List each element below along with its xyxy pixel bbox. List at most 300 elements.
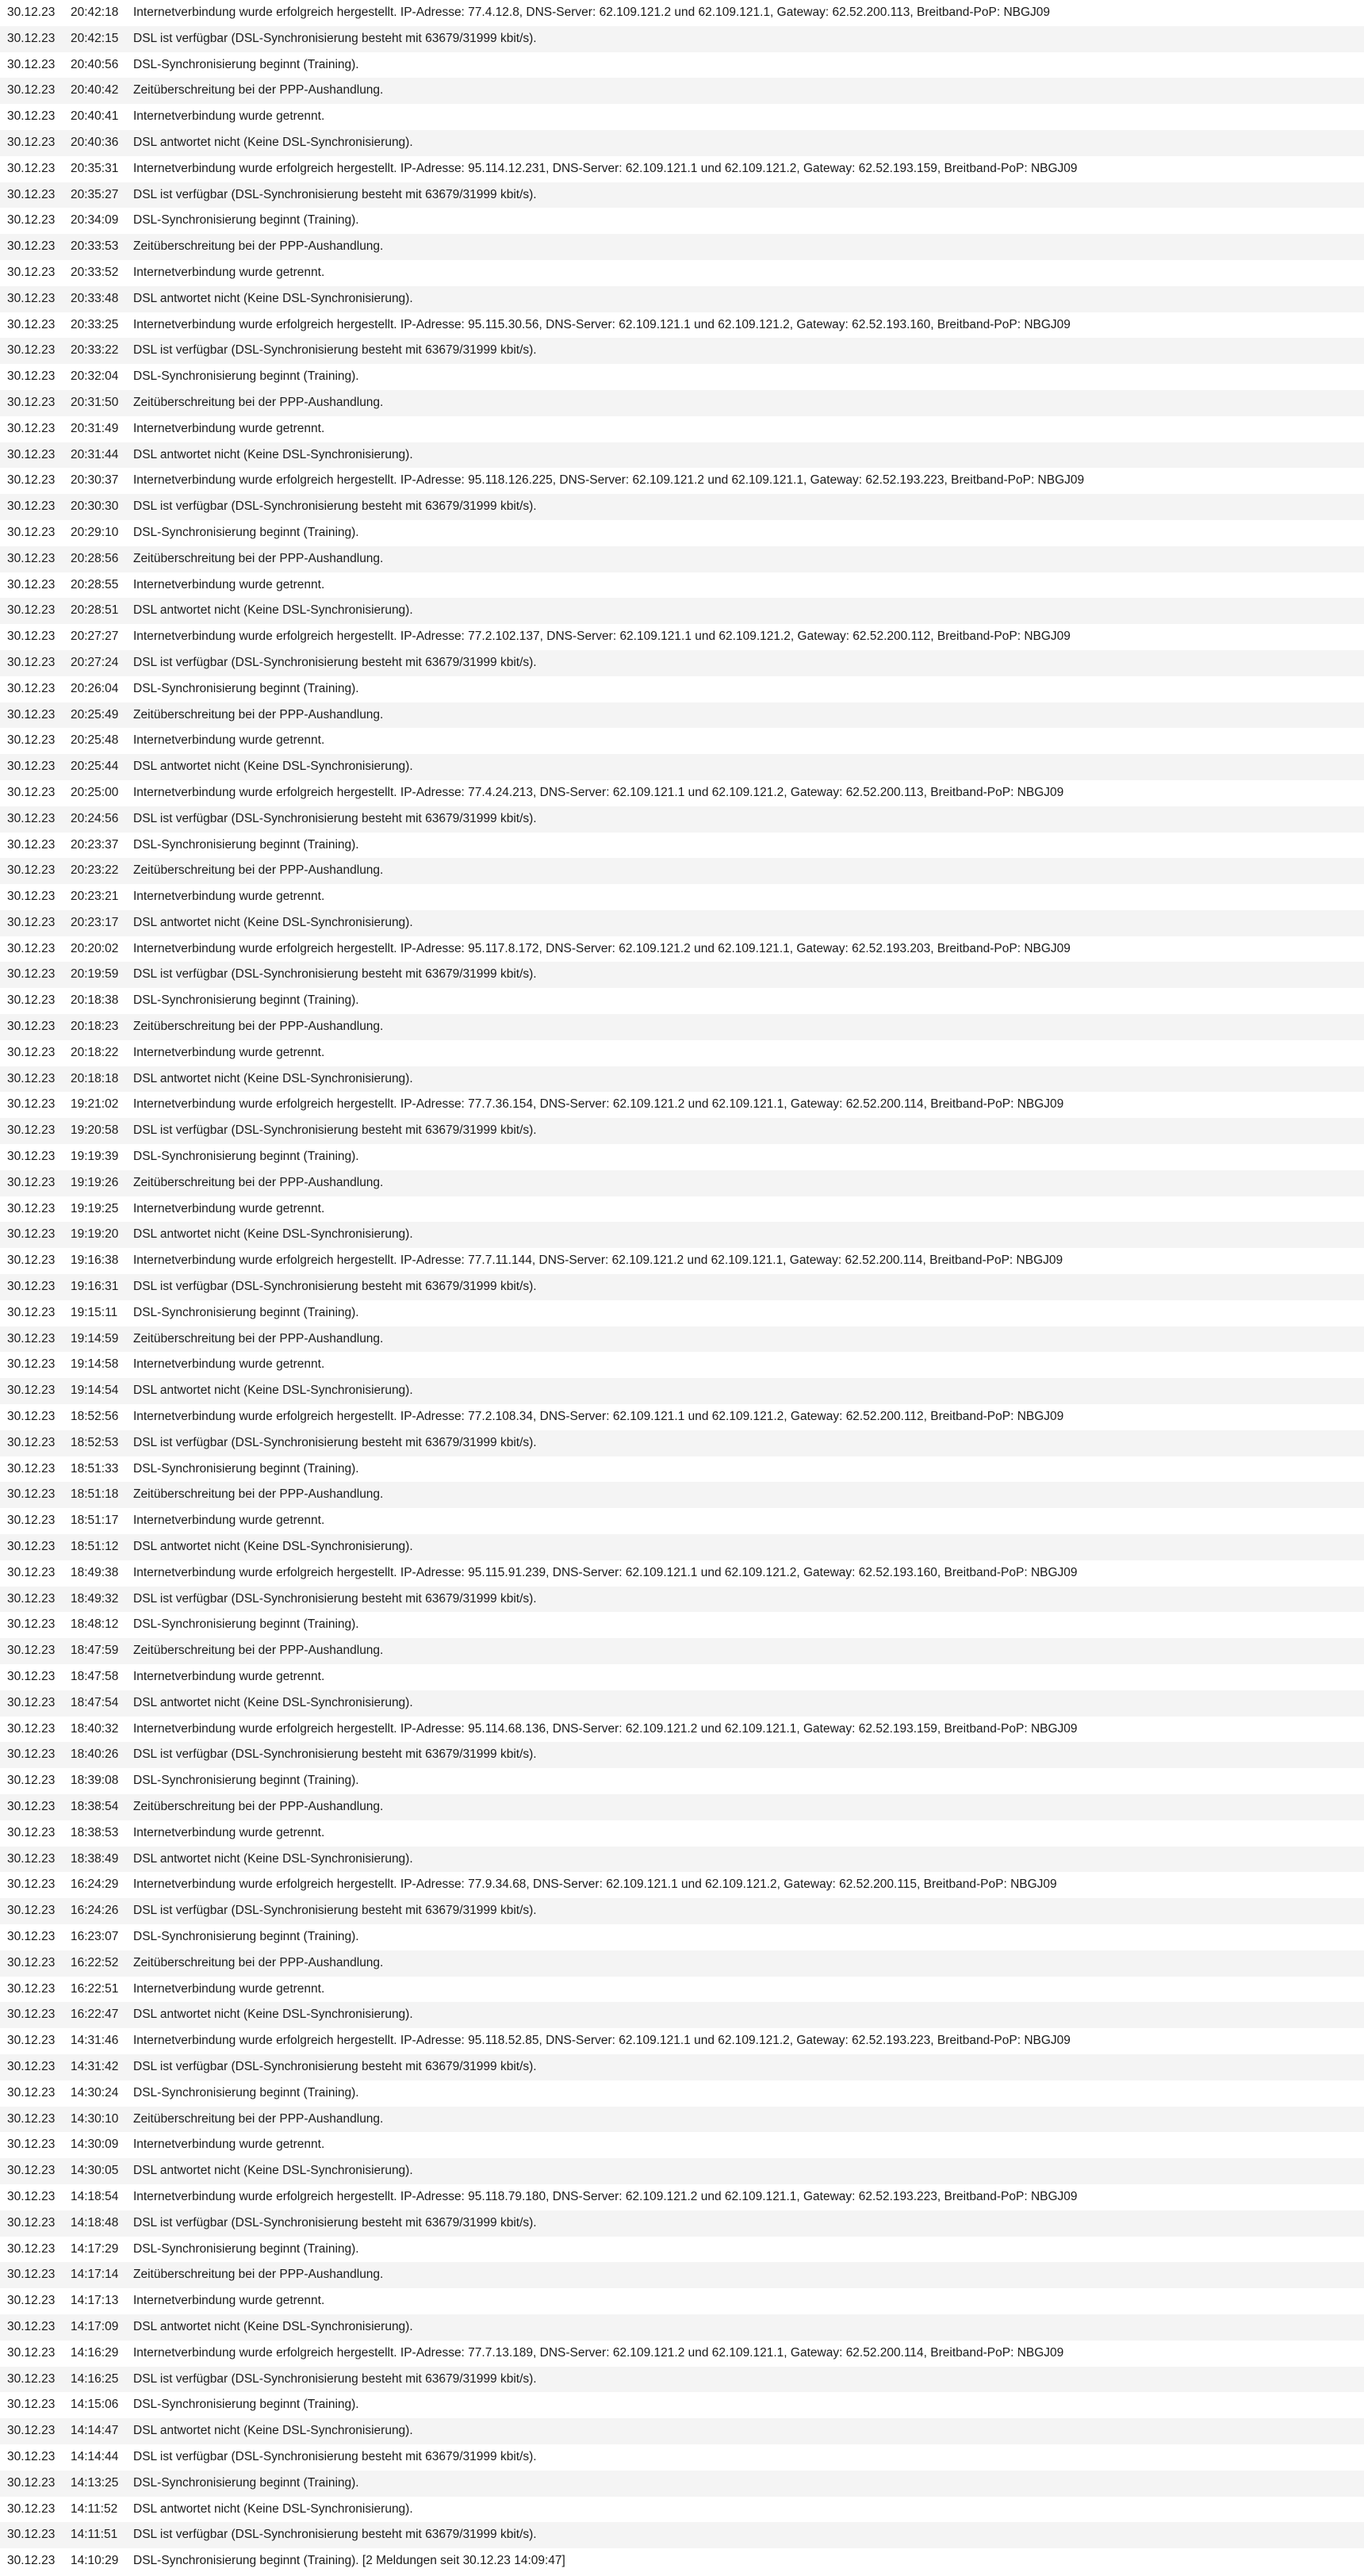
log-entry-date: 30.12.23	[7, 915, 56, 929]
log-entry-message: DSL-Synchronisierung beginnt (Training).	[133, 2241, 359, 2256]
log-entry-time: 19:19:20	[71, 1227, 119, 1242]
log-entry	[0, 1977, 1364, 2003]
log-entry-message: Internetverbindung wurde getrennt.	[133, 1670, 325, 1683]
log-entry-message: DSL ist verfügbar (DSL-Synchronisierung besteht mit 63679/31999 kbit/s).	[133, 1123, 537, 1138]
log-entry-time: 14:17:14	[71, 2268, 119, 2282]
log-entry-date: 30.12.23	[7, 577, 56, 591]
log-entry-date: 30.12.23	[7, 1904, 56, 1918]
log-entry-time: 20:25:48	[71, 733, 119, 748]
log-entry-message: Zeitüberschreitung bei der PPP-Aushandlung.	[133, 1020, 384, 1034]
log-entry-message: Internetverbindung wurde getrennt.	[133, 890, 325, 904]
log-entry-date: 30.12.23	[7, 525, 56, 539]
log-entry-date: 30.12.23	[7, 707, 56, 722]
log-entry-date: 30.12.23	[7, 2371, 56, 2386]
log-entry-message: DSL antwortet nicht (Keine DSL-Synchronisierung).	[133, 603, 413, 618]
log-entry	[0, 156, 1364, 182]
log-entry-time: 18:51:12	[71, 1540, 119, 1554]
log-entry-message: Zeitüberschreitung bei der PPP-Aushandlung.	[133, 1175, 384, 1189]
log-entry-time: 18:38:49	[71, 1851, 119, 1866]
log-entry-date: 30.12.23	[7, 2111, 56, 2126]
log-entry-time: 16:24:26	[71, 1904, 119, 1918]
log-entry-date: 30.12.23	[7, 811, 56, 825]
log-entry-date: 30.12.23	[7, 1045, 56, 1059]
log-entry-time: 20:40:41	[71, 109, 119, 124]
log-entry-time: 18:47:54	[71, 1695, 119, 1709]
log-entry-message: DSL ist verfügbar (DSL-Synchronisierung besteht mit 63679/31999 kbit/s).	[133, 2449, 537, 2463]
log-entry-time: 20:27:27	[71, 630, 119, 644]
log-entry	[0, 78, 1364, 104]
log-entry-time: 19:19:26	[71, 1175, 119, 1189]
log-entry-date: 30.12.23	[7, 1565, 56, 1579]
log-entry-time: 18:40:26	[71, 1747, 119, 1762]
log-entry-message: DSL-Synchronisierung beginnt (Training).	[133, 1305, 359, 1319]
log-entry-date: 30.12.23	[7, 1799, 56, 1813]
log-entry-date: 30.12.23	[7, 551, 56, 565]
log-entry	[0, 962, 1364, 988]
log-entry-time: 14:18:48	[71, 2215, 119, 2230]
log-entry-time: 20:33:53	[71, 239, 119, 254]
log-entry-message: Zeitüberschreitung bei der PPP-Aushandlung.	[133, 1644, 384, 1658]
log-entry-date: 30.12.23	[7, 447, 56, 461]
log-entry-message: DSL-Synchronisierung beginnt (Training).	[133, 1150, 359, 1164]
log-entry-date: 30.12.23	[7, 2294, 56, 2308]
log-entry-time: 14:17:09	[71, 2319, 119, 2333]
log-entry	[0, 1092, 1364, 1118]
log-entry-time: 18:52:56	[71, 1410, 119, 1424]
log-entry	[0, 1430, 1364, 1456]
log-entry-time: 18:38:54	[71, 1799, 119, 1813]
log-entry-date: 30.12.23	[7, 941, 56, 955]
log-entry-message: Internetverbindung wurde erfolgreich hergestellt. IP-Adresse: 95.118.126.225, DNS-Server: 62.109.121.2 und 62.109.121.1, Gateway: 62.52.193.223, Breitband-PoP: NBGJ09	[133, 473, 1085, 488]
log-entry-message: Zeitüberschreitung bei der PPP-Aushandlung.	[133, 1331, 384, 1345]
log-entry	[0, 1014, 1364, 1040]
log-entry-message: DSL-Synchronisierung beginnt (Training).	[133, 1774, 359, 1788]
log-entry-time: 16:22:47	[71, 2008, 119, 2022]
log-entry-message: Internetverbindung wurde erfolgreich hergestellt. IP-Adresse: 77.9.34.68, DNS-Server: 62.109.121.1 und 62.109.121.2, Gateway: 62.52.200.115, Breitband-PoP: NBGJ09	[133, 1877, 1057, 1892]
log-entry	[0, 728, 1364, 754]
log-entry-date: 30.12.23	[7, 1955, 56, 1969]
log-entry	[0, 1742, 1364, 1768]
log-entry-message: Internetverbindung wurde erfolgreich hergestellt. IP-Adresse: 77.7.36.154, DNS-Server: 62.109.121.2 und 62.109.121.1, Gateway: 62.52.200.114, Breitband-PoP: NBGJ09	[133, 1097, 1064, 1112]
log-entry	[0, 2158, 1364, 2184]
log-entry-time: 20:23:22	[71, 863, 119, 878]
log-entry-message: DSL antwortet nicht (Keine DSL-Synchronisierung).	[133, 1851, 413, 1866]
log-entry-date: 30.12.23	[7, 967, 56, 982]
log-entry-date: 30.12.23	[7, 603, 56, 618]
log-entry	[0, 1378, 1364, 1404]
log-entry-date: 30.12.23	[7, 161, 56, 175]
log-entry-time: 19:14:54	[71, 1384, 119, 1398]
log-entry	[0, 1794, 1364, 1820]
log-entry-date: 30.12.23	[7, 2034, 56, 2048]
log-entry	[0, 1534, 1364, 1560]
log-entry	[0, 806, 1364, 833]
log-entry-time: 20:30:30	[71, 500, 119, 514]
log-entry-time: 20:18:22	[71, 1045, 119, 1059]
log-entry-date: 30.12.23	[7, 31, 56, 45]
log-entry-date: 30.12.23	[7, 2164, 56, 2178]
log-entry	[0, 0, 1364, 26]
log-entry-message: DSL-Synchronisierung beginnt (Training).	[133, 1461, 359, 1476]
log-entry-message: Internetverbindung wurde getrennt.	[133, 2138, 325, 2152]
log-entry-message: DSL antwortet nicht (Keine DSL-Synchronisierung).	[133, 291, 413, 305]
log-entry-message: DSL ist verfügbar (DSL-Synchronisierung besteht mit 63679/31999 kbit/s).	[133, 2371, 537, 2386]
log-entry	[0, 1404, 1364, 1430]
log-entry-time: 18:51:18	[71, 1487, 119, 1502]
log-entry	[0, 780, 1364, 806]
log-entry	[0, 1950, 1364, 1977]
log-entry	[0, 1587, 1364, 1613]
log-entry-date: 30.12.23	[7, 239, 56, 254]
log-entry-message: Internetverbindung wurde erfolgreich hergestellt. IP-Adresse: 95.115.91.239, DNS-Server: 62.109.121.1 und 62.109.121.2, Gateway: 62.52.193.160, Breitband-PoP: NBGJ09	[133, 1565, 1078, 1579]
log-entry-time: 14:30:05	[71, 2164, 119, 2178]
log-entry-message: DSL ist verfügbar (DSL-Synchronisierung besteht mit 63679/31999 kbit/s).	[133, 655, 537, 669]
log-entry	[0, 624, 1364, 650]
log-entry-message: DSL-Synchronisierung beginnt (Training).	[133, 57, 359, 71]
log-entry-date: 30.12.23	[7, 1877, 56, 1892]
log-entry-date: 30.12.23	[7, 1591, 56, 1606]
log-entry	[0, 2392, 1364, 2418]
log-entry-message: Internetverbindung wurde erfolgreich hergestellt. IP-Adresse: 95.117.8.172, DNS-Server: 62.109.121.2 und 62.109.121.1, Gateway: 62.52.193.203, Breitband-PoP: NBGJ09	[133, 941, 1071, 955]
log-entry-date: 30.12.23	[7, 2554, 56, 2568]
log-entry-date: 30.12.23	[7, 2241, 56, 2256]
log-entry	[0, 494, 1364, 520]
log-entry-date: 30.12.23	[7, 187, 56, 201]
log-entry-time: 14:17:13	[71, 2294, 119, 2308]
log-entry-message: DSL ist verfügbar (DSL-Synchronisierung besteht mit 63679/31999 kbit/s).	[133, 967, 537, 982]
log-entry-message: DSL ist verfügbar (DSL-Synchronisierung besteht mit 63679/31999 kbit/s).	[133, 811, 537, 825]
log-entry-date: 30.12.23	[7, 1929, 56, 1943]
log-entry-time: 19:16:31	[71, 1280, 119, 1294]
log-entry-date: 30.12.23	[7, 1644, 56, 1658]
log-entry	[0, 910, 1364, 936]
log-entry-date: 30.12.23	[7, 1825, 56, 1839]
log-entry-date: 30.12.23	[7, 681, 56, 695]
log-entry	[0, 1820, 1364, 1847]
log-entry-date: 30.12.23	[7, 343, 56, 358]
log-entry-time: 18:51:33	[71, 1461, 119, 1476]
log-entry	[0, 1847, 1364, 1873]
log-entry-time: 14:14:44	[71, 2449, 119, 2463]
log-entry-message: DSL ist verfügbar (DSL-Synchronisierung besteht mit 63679/31999 kbit/s).	[133, 1747, 537, 1762]
log-entry-time: 20:31:44	[71, 447, 119, 461]
log-entry-message: DSL-Synchronisierung beginnt (Training).	[133, 681, 359, 695]
log-entry-message: DSL ist verfügbar (DSL-Synchronisierung besteht mit 63679/31999 kbit/s).	[133, 1904, 537, 1918]
log-entry	[0, 1040, 1364, 1066]
log-entry-message: DSL antwortet nicht (Keine DSL-Synchronisierung).	[133, 2501, 413, 2516]
log-entry-date: 30.12.23	[7, 83, 56, 98]
log-entry-time: 20:30:37	[71, 473, 119, 488]
log-entry-message: Internetverbindung wurde erfolgreich hergestellt. IP-Adresse: 95.115.30.56, DNS-Server: 62.109.121.1 und 62.109.121.2, Gateway: 62.52.193.160, Breitband-PoP: NBGJ09	[133, 317, 1071, 331]
log-entry-time: 20:34:09	[71, 213, 119, 228]
log-entry-date: 30.12.23	[7, 733, 56, 748]
log-entry-time: 20:31:50	[71, 395, 119, 409]
log-entry-date: 30.12.23	[7, 1851, 56, 1866]
log-entry-time: 14:10:29	[71, 2554, 119, 2568]
log-entry	[0, 546, 1364, 572]
log-entry-date: 30.12.23	[7, 630, 56, 644]
log-entry-time: 20:26:04	[71, 681, 119, 695]
log-entry-time: 20:18:38	[71, 993, 119, 1008]
log-entry-message: DSL ist verfügbar (DSL-Synchronisierung besteht mit 63679/31999 kbit/s).	[133, 31, 537, 45]
log-entry-date: 30.12.23	[7, 2424, 56, 2438]
log-entry	[0, 1456, 1364, 1483]
log-entry-date: 30.12.23	[7, 291, 56, 305]
log-entry-time: 18:51:17	[71, 1514, 119, 1528]
log-entry-time: 20:42:15	[71, 31, 119, 45]
log-entry-date: 30.12.23	[7, 1540, 56, 1554]
log-entry-message: Internetverbindung wurde getrennt.	[133, 1357, 325, 1372]
log-entry	[0, 1664, 1364, 1690]
log-entry-time: 19:19:25	[71, 1201, 119, 1215]
log-entry-message: Zeitüberschreitung bei der PPP-Aushandlung.	[133, 863, 384, 878]
log-entry-message: Internetverbindung wurde getrennt.	[133, 421, 325, 435]
log-entry-date: 30.12.23	[7, 1071, 56, 1085]
log-entry-date: 30.12.23	[7, 2138, 56, 2152]
log-entry-time: 19:15:11	[71, 1305, 118, 1319]
log-entry-time: 19:19:39	[71, 1150, 119, 1164]
log-entry-date: 30.12.23	[7, 317, 56, 331]
log-entry-date: 30.12.23	[7, 2501, 56, 2516]
log-entry-date: 30.12.23	[7, 1670, 56, 1683]
log-entry	[0, 2341, 1364, 2367]
log-entry-date: 30.12.23	[7, 1097, 56, 1112]
log-entry	[0, 702, 1364, 729]
log-entry-message: DSL ist verfügbar (DSL-Synchronisierung besteht mit 63679/31999 kbit/s).	[133, 1435, 537, 1449]
log-entry-message: DSL antwortet nicht (Keine DSL-Synchronisierung).	[133, 1540, 413, 1554]
log-entry-message: DSL antwortet nicht (Keine DSL-Synchronisierung).	[133, 1227, 413, 1242]
log-entry	[0, 858, 1364, 884]
log-entry-time: 19:20:58	[71, 1123, 119, 1138]
log-entry	[0, 1170, 1364, 1196]
log-entry	[0, 2107, 1364, 2133]
log-entry-message: DSL-Synchronisierung beginnt (Training).	[133, 993, 359, 1008]
log-entry	[0, 884, 1364, 910]
log-entry-message: Internetverbindung wurde getrennt.	[133, 1981, 325, 1996]
log-entry	[0, 2080, 1364, 2107]
log-entry-time: 18:49:32	[71, 1591, 119, 1606]
log-entry-time: 14:16:29	[71, 2345, 119, 2360]
log-entry-message: Internetverbindung wurde erfolgreich hergestellt. IP-Adresse: 95.118.79.180, DNS-Server: 62.109.121.2 und 62.109.121.1, Gateway: 62.52.193.223, Breitband-PoP: NBGJ09	[133, 2189, 1078, 2203]
log-entry-message: Zeitüberschreitung bei der PPP-Aushandlung.	[133, 239, 384, 254]
log-entry-time: 20:33:52	[71, 265, 119, 279]
log-entry-date: 30.12.23	[7, 57, 56, 71]
log-entry-date: 30.12.23	[7, 1150, 56, 1164]
log-entry-time: 20:35:31	[71, 161, 119, 175]
log-entry	[0, 1222, 1364, 1248]
log-entry	[0, 1560, 1364, 1587]
log-entry-time: 16:24:29	[71, 1877, 119, 1892]
log-entry	[0, 650, 1364, 676]
log-entry-date: 30.12.23	[7, 1201, 56, 1215]
log-entry-time: 20:42:18	[71, 6, 119, 19]
log-entry-date: 30.12.23	[7, 109, 56, 124]
log-entry	[0, 1898, 1364, 1924]
log-entry-time: 20:40:36	[71, 135, 119, 149]
log-entry-time: 20:18:23	[71, 1020, 119, 1034]
log-entry-date: 30.12.23	[7, 1331, 56, 1345]
log-entry-date: 30.12.23	[7, 1410, 56, 1424]
log-entry-message: Internetverbindung wurde getrennt.	[133, 265, 325, 279]
log-entry-date: 30.12.23	[7, 2319, 56, 2333]
log-entry	[0, 260, 1364, 286]
log-entry	[0, 598, 1364, 624]
log-entry-message: Internetverbindung wurde getrennt.	[133, 1201, 325, 1215]
log-entry	[0, 1352, 1364, 1378]
log-entry	[0, 1924, 1364, 1950]
log-entry-date: 30.12.23	[7, 1227, 56, 1242]
log-entry	[0, 2367, 1364, 2393]
log-entry-message: Zeitüberschreitung bei der PPP-Aushandlung.	[133, 1487, 384, 1502]
log-entry-message: DSL antwortet nicht (Keine DSL-Synchronisierung).	[133, 1384, 413, 1398]
log-entry-time: 20:28:56	[71, 551, 119, 565]
log-entry	[0, 2548, 1364, 2574]
log-entry-date: 30.12.23	[7, 890, 56, 904]
log-entry-date: 30.12.23	[7, 1747, 56, 1762]
log-entry-message: DSL ist verfügbar (DSL-Synchronisierung besteht mit 63679/31999 kbit/s).	[133, 2528, 537, 2542]
log-entry	[0, 104, 1364, 130]
log-entry	[0, 2314, 1364, 2341]
log-entry-time: 14:17:29	[71, 2241, 119, 2256]
log-entry	[0, 988, 1364, 1014]
log-entry-message: Zeitüberschreitung bei der PPP-Aushandlung.	[133, 2111, 384, 2126]
log-entry-time: 18:52:53	[71, 1435, 119, 1449]
log-entry-time: 20:25:44	[71, 760, 119, 774]
log-entry-date: 30.12.23	[7, 863, 56, 878]
log-entry-time: 18:38:53	[71, 1825, 119, 1839]
log-entry	[0, 234, 1364, 260]
log-entry	[0, 2028, 1364, 2054]
log-entry-time: 20:40:42	[71, 83, 119, 98]
log-entry-message: DSL ist verfügbar (DSL-Synchronisierung besteht mit 63679/31999 kbit/s).	[133, 2215, 537, 2230]
log-entry-time: 14:11:52	[71, 2501, 118, 2516]
log-entry-time: 20:40:56	[71, 57, 119, 71]
log-entry-time: 19:16:38	[71, 1254, 119, 1268]
log-entry-message: DSL ist verfügbar (DSL-Synchronisierung besteht mit 63679/31999 kbit/s).	[133, 2059, 537, 2073]
log-entry-time: 20:24:56	[71, 811, 119, 825]
log-entry-message: DSL antwortet nicht (Keine DSL-Synchronisierung).	[133, 1695, 413, 1709]
log-entry	[0, 2418, 1364, 2444]
log-entry	[0, 442, 1364, 469]
log-entry-message: DSL antwortet nicht (Keine DSL-Synchronisierung).	[133, 1071, 413, 1085]
log-entry	[0, 182, 1364, 209]
log-entry-message: Internetverbindung wurde erfolgreich hergestellt. IP-Adresse: 77.4.12.8, DNS-Server: 62.109.121.2 und 62.109.121.1, Gateway: 62.52.200.113, Breitband-PoP: NBGJ09	[133, 6, 1051, 19]
log-entry-date: 30.12.23	[7, 1384, 56, 1398]
log-entry-time: 20:25:00	[71, 785, 119, 799]
log-entry	[0, 2522, 1364, 2548]
log-entry-time: 20:28:51	[71, 603, 119, 618]
log-entry-message: Internetverbindung wurde erfolgreich hergestellt. IP-Adresse: 95.114.68.136, DNS-Server: 62.109.121.2 und 62.109.121.1, Gateway: 62.52.193.159, Breitband-PoP: NBGJ09	[133, 1721, 1078, 1736]
log-entry-date: 30.12.23	[7, 837, 56, 852]
log-entry	[0, 286, 1364, 312]
log-entry-message: Zeitüberschreitung bei der PPP-Aushandlung.	[133, 2268, 384, 2282]
log-entry-date: 30.12.23	[7, 1175, 56, 1189]
log-entry	[0, 2444, 1364, 2471]
log-entry-message: DSL antwortet nicht (Keine DSL-Synchronisierung).	[133, 915, 413, 929]
log-entry	[0, 2262, 1364, 2288]
log-entry-time: 20:23:17	[71, 915, 119, 929]
log-entry-message: DSL antwortet nicht (Keine DSL-Synchronisierung).	[133, 2424, 413, 2438]
log-entry	[0, 1196, 1364, 1223]
log-entry-message: DSL-Synchronisierung beginnt (Training).	[133, 837, 359, 852]
log-entry-time: 14:11:51	[71, 2528, 118, 2542]
log-entry-time: 20:20:02	[71, 941, 119, 955]
log-entry-message: DSL antwortet nicht (Keine DSL-Synchronisierung).	[133, 447, 413, 461]
log-entry-date: 30.12.23	[7, 213, 56, 228]
log-entry-message: Zeitüberschreitung bei der PPP-Aushandlung.	[133, 1955, 384, 1969]
log-entry-date: 30.12.23	[7, 785, 56, 799]
log-entry-message: Internetverbindung wurde erfolgreich hergestellt. IP-Adresse: 95.114.12.231, DNS-Server: 62.109.121.1 und 62.109.121.2, Gateway: 62.52.193.159, Breitband-PoP: NBGJ09	[133, 161, 1078, 175]
log-entry	[0, 2184, 1364, 2210]
log-entry	[0, 208, 1364, 234]
log-entry-message: Internetverbindung wurde erfolgreich hergestellt. IP-Adresse: 77.7.13.189, DNS-Server: 62.109.121.2 und 62.109.121.1, Gateway: 62.52.200.114, Breitband-PoP: NBGJ09	[133, 2345, 1064, 2360]
log-entry-time: 14:30:09	[71, 2138, 119, 2152]
log-entry-time: 20:25:49	[71, 707, 119, 722]
log-entry-date: 30.12.23	[7, 1254, 56, 1268]
log-entry-time: 14:14:47	[71, 2424, 119, 2438]
log-entry-message: DSL ist verfügbar (DSL-Synchronisierung besteht mit 63679/31999 kbit/s).	[133, 1591, 537, 1606]
log-entry-time: 14:30:24	[71, 2085, 119, 2099]
log-entry-time: 18:40:32	[71, 1721, 119, 1736]
log-entry-date: 30.12.23	[7, 993, 56, 1008]
log-entry	[0, 390, 1364, 416]
log-entry-time: 18:48:12	[71, 1617, 119, 1632]
log-entry	[0, 1066, 1364, 1093]
log-entry-time: 20:31:49	[71, 421, 119, 435]
log-entry-message: Internetverbindung wurde getrennt.	[133, 1514, 325, 1528]
log-entry	[0, 2471, 1364, 2497]
log-entry-date: 30.12.23	[7, 2475, 56, 2490]
log-entry-message: DSL antwortet nicht (Keine DSL-Synchronisierung).	[133, 2319, 413, 2333]
log-entry-message: DSL antwortet nicht (Keine DSL-Synchronisierung).	[133, 2164, 413, 2178]
log-entry-date: 30.12.23	[7, 421, 56, 435]
log-entry	[0, 1118, 1364, 1144]
log-entry-time: 20:23:37	[71, 837, 119, 852]
log-entry-date: 30.12.23	[7, 1305, 56, 1319]
log-entry-date: 30.12.23	[7, 760, 56, 774]
log-entry	[0, 1482, 1364, 1508]
log-entry-date: 30.12.23	[7, 1721, 56, 1736]
log-entry-message: Zeitüberschreitung bei der PPP-Aushandlung.	[133, 1799, 384, 1813]
log-entry-time: 16:22:51	[71, 1981, 119, 1996]
log-entry	[0, 2210, 1364, 2237]
log-entry	[0, 936, 1364, 963]
log-entry-date: 30.12.23	[7, 2059, 56, 2073]
log-entry-date: 30.12.23	[7, 1123, 56, 1138]
log-entry	[0, 468, 1364, 494]
log-entry-date: 30.12.23	[7, 655, 56, 669]
log-entry-time: 20:33:25	[71, 317, 119, 331]
log-entry	[0, 1248, 1364, 1274]
log-entry-time: 18:49:38	[71, 1565, 119, 1579]
log-entry-message: DSL-Synchronisierung beginnt (Training).	[133, 2475, 359, 2490]
log-entry-message: DSL ist verfügbar (DSL-Synchronisierung besteht mit 63679/31999 kbit/s).	[133, 343, 537, 358]
log-entry-message: DSL ist verfügbar (DSL-Synchronisierung besteht mit 63679/31999 kbit/s).	[133, 500, 537, 514]
log-entry	[0, 312, 1364, 339]
log-entry	[0, 1768, 1364, 1794]
log-entry-message: DSL antwortet nicht (Keine DSL-Synchronisierung).	[133, 2008, 413, 2022]
log-entry-date: 30.12.23	[7, 1435, 56, 1449]
log-entry-date: 30.12.23	[7, 1514, 56, 1528]
log-entry-message: Internetverbindung wurde getrennt.	[133, 2294, 325, 2308]
log-entry-date: 30.12.23	[7, 473, 56, 488]
log-entry-message: Internetverbindung wurde getrennt.	[133, 733, 325, 748]
log-entry-message: Internetverbindung wurde getrennt.	[133, 1045, 325, 1059]
log-entry-time: 14:16:25	[71, 2371, 119, 2386]
log-entry-message: DSL-Synchronisierung beginnt (Training).	[133, 369, 359, 384]
log-entry-date: 30.12.23	[7, 2449, 56, 2463]
log-entry-message: Internetverbindung wurde erfolgreich hergestellt. IP-Adresse: 77.7.11.144, DNS-Server: 62.109.121.2 und 62.109.121.1, Gateway: 62.52.200.114, Breitband-PoP: NBGJ09	[133, 1254, 1063, 1268]
